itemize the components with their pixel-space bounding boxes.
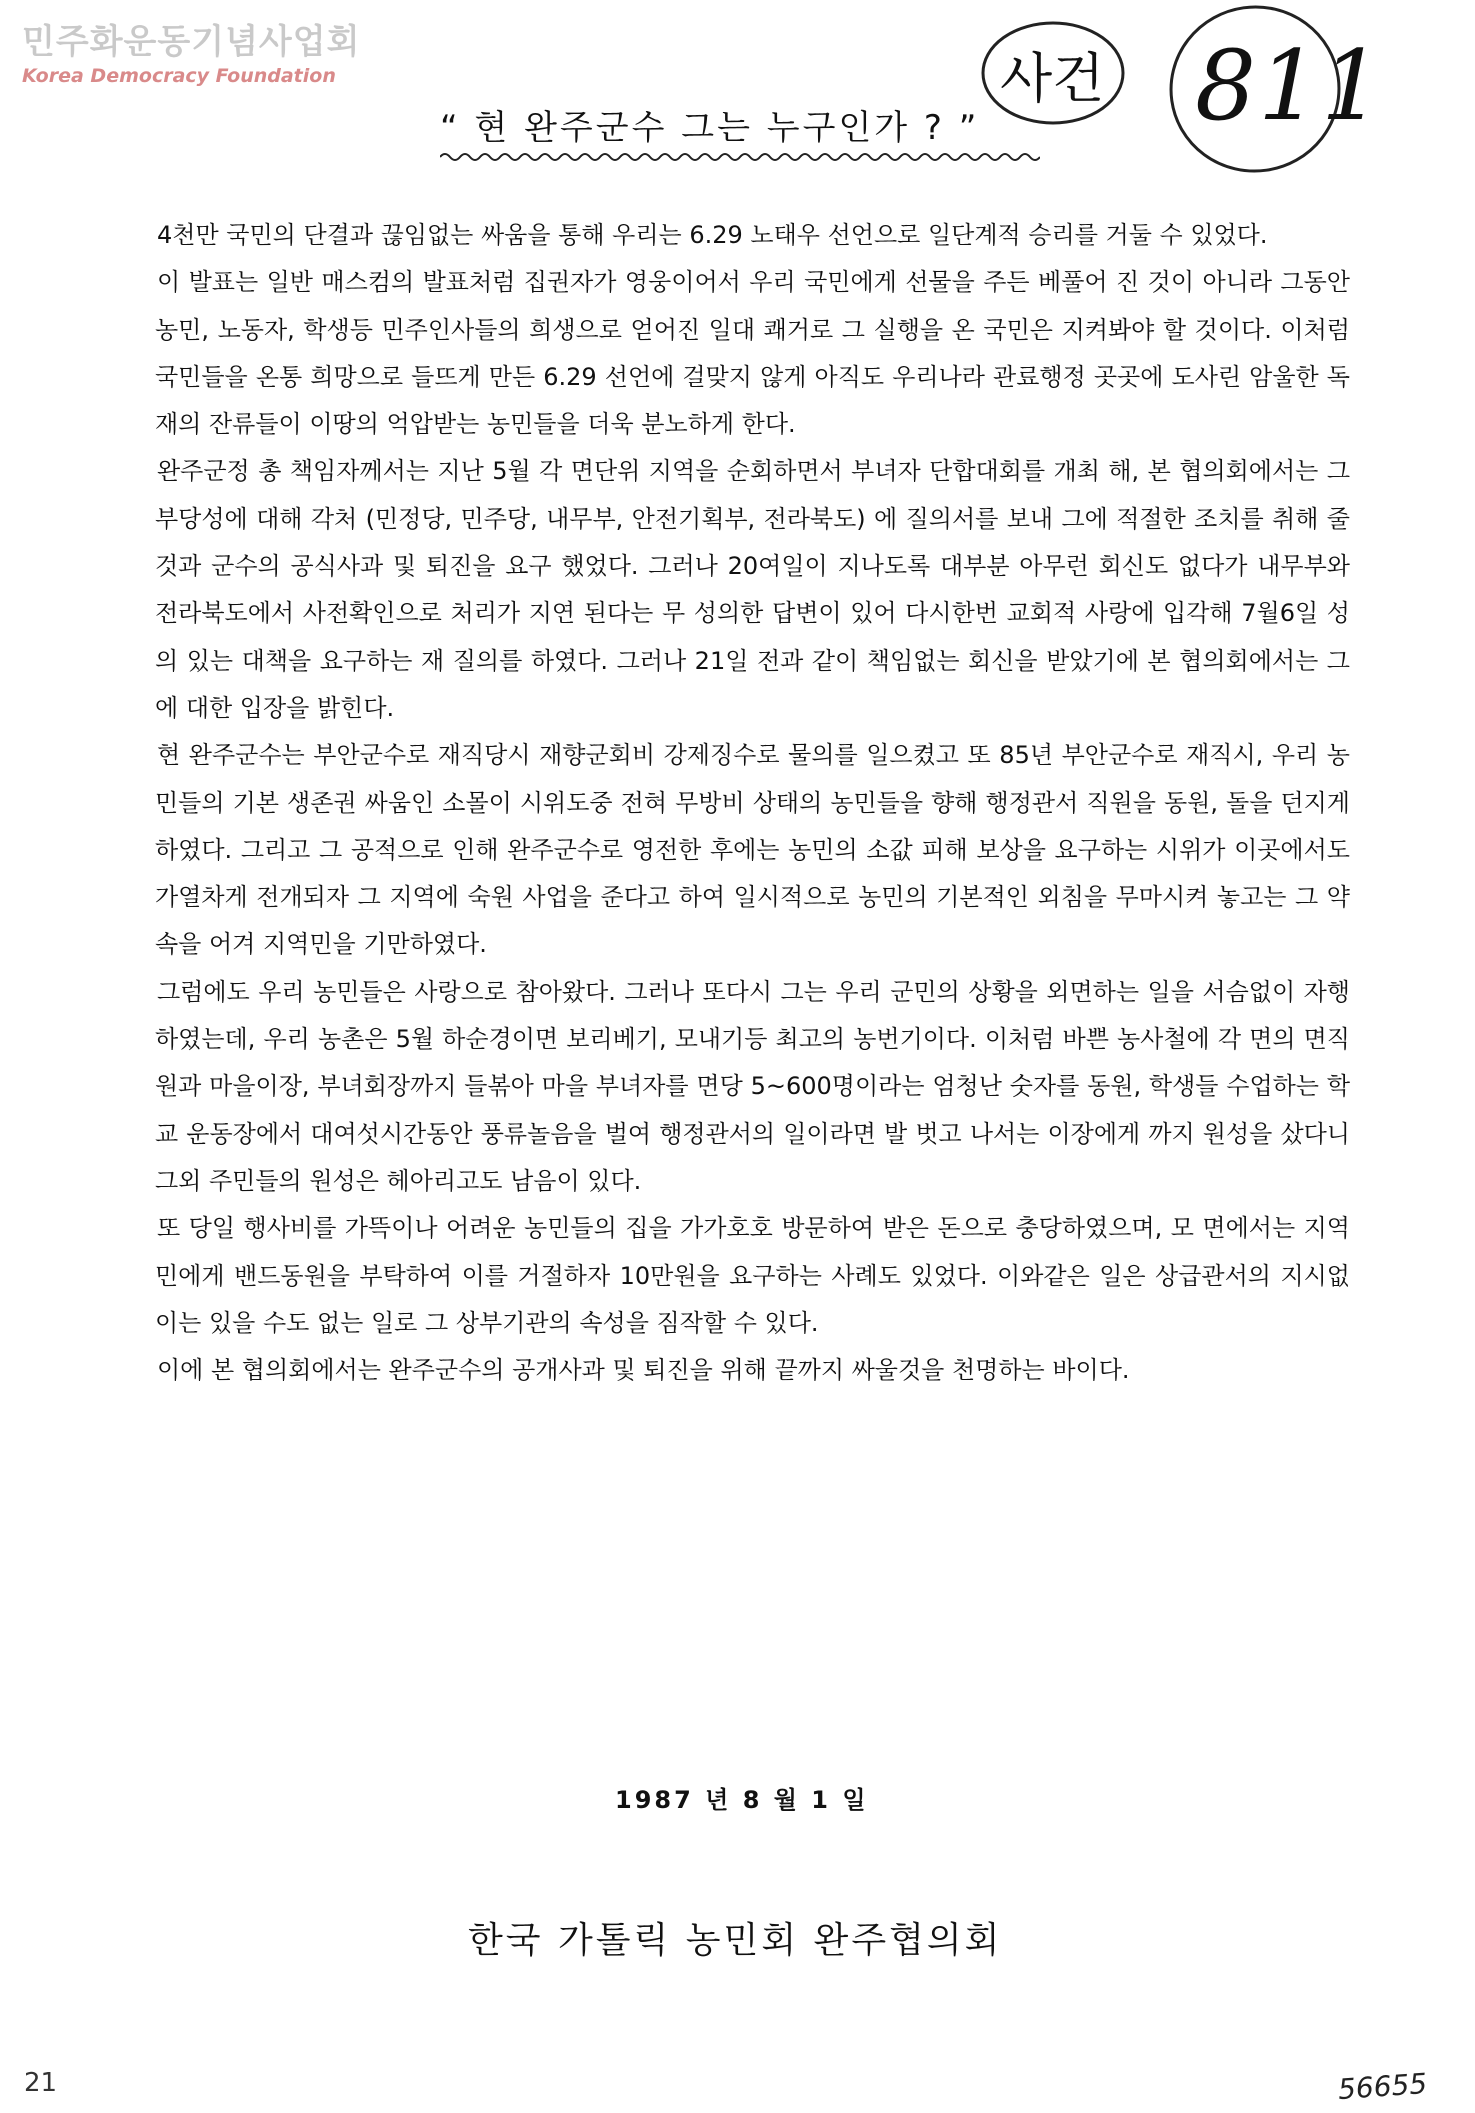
paragraph-7: 이에 본 협의회에서는 완주군수의 공개사과 및 퇴진을 위해 끝까지 싸울것을 천명하는 바이다. <box>157 1356 1130 1385</box>
paragraph-3: 완주군정 총 책임자께서는 지난 5월 각 면단위 지역을 순회하면서 부녀자 단합대회를 개최 해, 본 협의회에서는 그 부당성에 대해 각처 (민정당, 민주당, 내무부, 안전기획부, 전라북도) 에 질의서를 보내 그에 적절한 조치를 취해 줄 것과 군수의 공식사과 및 퇴진을 요구 했었다. 그러나 20여일이 지나도록 대부분 아무런 회신도 없다가 내무부와 전라북도에서 사전확인으로 처리가 지연 된다는 무 성의한 답변이 있어 다시한번 교회적 사랑에 입각해 7월6일 성의 있는 대책을 요구하는 재 질의를 하였다. 그러나 21일 전과 같이 책임없는 회신을 받았기에 본 협의회에서는 그에 대한 입장을 밝힌다. <box>155 457 1350 722</box>
watermark-korean: 민주화운동기념사업회 <box>22 22 361 62</box>
number-stamp <box>1165 2 1385 177</box>
category-stamp-text: 사건 <box>1000 47 1105 110</box>
paragraph-6: 또 당일 행사비를 가뜩이나 어려운 농민들의 집을 가가호호 방문하여 받은 돈으로 충당하였으며, 모 면에서는 지역민에게 밴드동원을 부탁하여 이를 거절하자 10만원을 요구하는 사례도 있었다. 이와같은 일은 상급관서의 지시없이는 있을 수도 없는 일로 그 상부기관의 속성을 짐작할 수 있다. <box>155 1214 1350 1337</box>
body-text <box>155 212 1350 1394</box>
issuing-organization: 한국 가톨릭 농민회 완주협의회 <box>468 1920 1003 1961</box>
paragraph-5: 그럼에도 우리 농민들은 사랑으로 참아왔다. 그러나 또다시 그는 우리 군민의 상황을 외면하는 일을 서슴없이 자행 하였는데, 우리 농촌은 5월 하순경이면 보리베기, 모내기등 최고의 농번기이다. 이처럼 바쁜 농사철에 각 면의 면직원과 마을이장, 부녀회장까지 들볶아 마을 부녀자를 면당 5~600명이라는 엄청난 숫자를 동원, 학생들 수업하는 학교 운동장에서 대여섯시간동안 풍류놀음을 벌여 행정관서의 일이라면 발 벗고 나서는 이장에게 까지 원성을 샀다니 그외 주민들의 원성은 헤아리고도 남음이 있다. <box>155 977 1350 1195</box>
title-rule <box>440 151 1040 163</box>
margin-note: 21 <box>24 2068 58 2098</box>
category-stamp <box>978 18 1128 128</box>
watermark-english: Korea Democracy Foundation <box>22 65 336 87</box>
watermark <box>22 22 360 88</box>
paragraph-4: 현 완주군수는 부안군수로 재직당시 재향군회비 강제징수로 물의를 일으켰고 또 85년 부안군수로 재직시, 우리 농민들의 기본 생존권 싸움인 소몰이 시위도중 전혀 무방비 상태의 농민들을 향해 행정관서 직원을 동원, 돌을 던지게 하였다. 그리고 그 공적으로 인해 완주군수로 영전한 후에는 농민의 소값 피해 보상을 요구하는 시위가 이곳에서도 가열차게 전개되자 그 지역에 숙원 사업을 준다고 하여 일시적으로 농민의 기본적인 외침을 무마시켜 놓고는 그 약속을 어겨 지역민을 기만하였다. <box>155 741 1350 959</box>
document-number: 56655 <box>1336 2066 1429 2107</box>
document-title: “ 현 완주군수 그는 누구인가 ? ” <box>440 108 980 148</box>
paragraph-1: 4천만 국민의 단결과 끊임없는 싸움을 통해 우리는 6.29 노태우 선언으로 일단계적 승리를 거둘 수 있었다. <box>157 221 1268 249</box>
paragraph-2: 이 발표는 일반 매스컴의 발표처럼 집권자가 영웅이어서 우리 국민에게 선물을 주든 베풀어 진 것이 아니라 그동안 농민, 노동자, 학생등 민주인사들의 희생으로 얻어진 일대 쾌거로 그 실행을 온 국민은 지켜봐야 할 것이다. 이처럼 국민들을 온통 희망으로 들뜨게 만든 6.29 선언에 걸맞지 않게 아직도 우리나라 관료행정 곳곳에 도사린 암울한 독재의 잔류들이 이땅의 억압받는 농민들을 더욱 분노하게 한다. <box>155 268 1350 439</box>
number-stamp-text: 811 <box>1195 30 1385 142</box>
document-date: 1987 년 8 월 1 일 <box>615 1786 869 1814</box>
